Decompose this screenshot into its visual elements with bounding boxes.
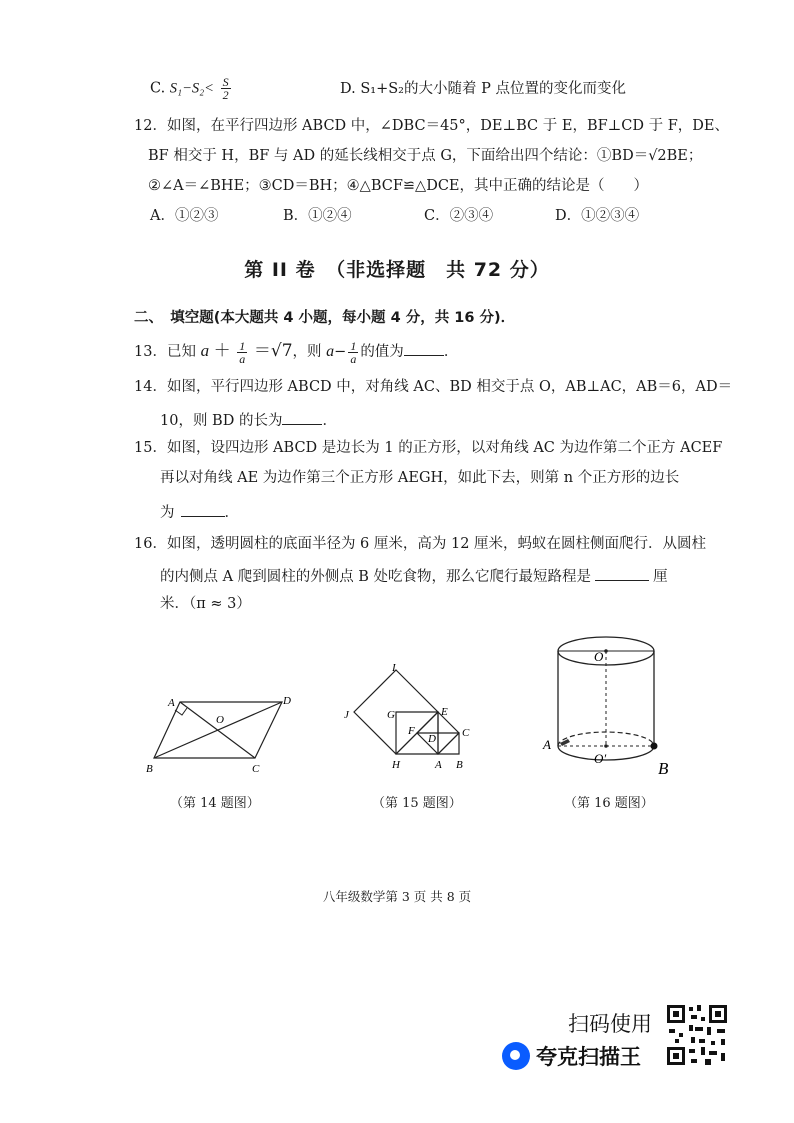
q11-option-c-label: C. — [150, 80, 166, 97]
q14-end: ． — [322, 413, 337, 429]
label-o-prime: O′ — [594, 751, 607, 766]
label-e: E — [441, 706, 448, 718]
q13-equals-root: ＝√7 — [253, 341, 293, 361]
q11-option-d: D. S₁+S₂的大小随着 P 点位置的变化而变化 — [340, 81, 626, 97]
figure-16 — [540, 625, 680, 780]
fraction-numerator: 1 — [350, 338, 357, 353]
q14-line-2 — [160, 408, 337, 431]
q13-plus: ＋ — [213, 341, 231, 361]
scanner-brand — [502, 1040, 641, 1072]
figure-14-caption: （第 14 题图） — [170, 796, 260, 811]
label-a: A — [543, 737, 551, 752]
point-o-prime — [604, 744, 608, 748]
ant-icon — [560, 739, 570, 746]
q13-var-a-2: a — [326, 343, 335, 360]
figure-14 — [140, 690, 300, 780]
q16-line-3: 米．（π ≈ 3） — [160, 596, 251, 612]
q12-line-3: ②∠A＝∠BHE；③CD＝BH；④△BCF≌△DCE，其中正确的结论是（ ） — [148, 178, 649, 194]
part-two-title: 第 II 卷 （非选择题 共 72 分） — [244, 259, 550, 281]
q13-end: ． — [443, 344, 459, 360]
q12-line-1: 12．如图，在平行四边形 ABCD 中，∠DBC＝45°，DE⊥BC 于 E，BF⊥CD 于 F，DE、 — [134, 118, 730, 134]
label-j: J — [344, 709, 349, 721]
q11-option-c-fraction — [221, 76, 231, 101]
fraction-numerator: S — [222, 75, 229, 89]
q12-option-a: A．①②③ — [150, 208, 219, 224]
label-a: A — [168, 697, 175, 709]
label-c: C — [252, 763, 260, 775]
q11-option-c — [150, 76, 233, 101]
label-c: C — [462, 727, 470, 739]
q13-fraction — [237, 340, 247, 365]
q14-line-1: 14．如图，平行四边形 ABCD 中，对角线 AC、BD 相交于点 O，AB⊥AC，AB＝6，AD＝ — [134, 379, 733, 395]
q12-line-2: BF 相交于 H，BF 与 AD 的延长线相交于点 G，下面给出四个结论：①BD＝√2BE； — [148, 148, 703, 164]
figure-15-caption: （第 15 题图） — [372, 796, 462, 811]
q12-option-b: B．①②④ — [283, 208, 352, 224]
label-d: D — [283, 695, 291, 707]
fraction-denominator: a — [239, 351, 246, 366]
q15-end: ． — [224, 505, 239, 521]
q13-prefix: 13．已知 — [134, 344, 196, 360]
q13-suffix: 的值为 — [360, 344, 404, 360]
q16-answer-blank[interactable] — [595, 564, 649, 581]
q14-line-2-text: 10，则 BD 的长为 — [160, 413, 283, 429]
point-b — [651, 743, 658, 750]
q15-line-1: 15．如图，设四边形 ABCD 是边长为 1 的正方形，以对角线 AC 为边作第二个正方 ACEF — [134, 440, 723, 456]
diagonal-ac — [438, 733, 459, 754]
q16-line-2 — [160, 564, 668, 587]
quark-logo-icon — [502, 1042, 530, 1070]
q14-answer-blank[interactable] — [282, 408, 322, 425]
page-footer: 八年级数学第 3 页 共 8 页 — [322, 889, 472, 904]
label-b: B — [456, 759, 463, 771]
q13-mid: ，则 — [292, 344, 322, 360]
q13-var-a: a — [200, 341, 210, 360]
q11-option-c-expr: S₁−S₂< — [169, 80, 214, 97]
fraction-denominator: 2 — [222, 88, 229, 102]
q13-minus: − — [334, 344, 347, 360]
scanner-brand-name: 夸克扫描王 — [536, 1045, 641, 1069]
label-b: B — [146, 763, 153, 775]
q12-option-d: D．①②③④ — [555, 208, 640, 224]
q16-line-2-end: 厘 — [653, 569, 668, 585]
qr-code-icon[interactable] — [665, 1003, 729, 1067]
q15-line-2: 再以对角线 AE 为边作第三个正方形 AEGH，如此下去，则第 n 个正方形的边长 — [160, 470, 680, 486]
label-o: O — [594, 649, 604, 664]
point-o — [604, 649, 608, 653]
label-a: A — [435, 759, 442, 771]
q15-line-3-text: 为 — [160, 505, 175, 521]
scan-to-use-label: 扫码使用 — [568, 1012, 652, 1036]
q15-line-3 — [160, 500, 239, 523]
q13-answer-blank[interactable] — [404, 339, 444, 356]
fraction-denominator: a — [350, 351, 357, 366]
label-b: B — [658, 759, 669, 778]
label-o: O — [216, 714, 224, 726]
q15-answer-blank[interactable] — [181, 500, 225, 517]
figure-16-caption: （第 16 题图） — [564, 796, 654, 811]
label-g: G — [387, 709, 395, 721]
label-h: H — [392, 759, 400, 771]
section-heading: 二、 填空题(本大题共 4 小题，每小题 4 分，共 16 分)． — [134, 310, 516, 326]
label-d: D — [428, 733, 436, 745]
q13-fraction-2 — [348, 340, 358, 365]
q13 — [134, 338, 458, 365]
q16-line-1: 16．如图，透明圆柱的底面半径为 6 厘米，高为 12 厘米，蚂蚁在圆柱侧面爬行．从圆柱 — [134, 536, 707, 552]
label-i: I — [392, 662, 396, 674]
q12-option-c: C．②③④ — [424, 208, 494, 224]
figure-15 — [342, 660, 482, 780]
diagonal-bd — [154, 702, 282, 758]
label-f: F — [408, 725, 415, 737]
q16-line-2-text: 的内侧点 A 爬到圆柱的外侧点 B 处吃食物，那么它爬行最短路程是 — [160, 569, 592, 585]
fraction-numerator: 1 — [239, 338, 246, 353]
